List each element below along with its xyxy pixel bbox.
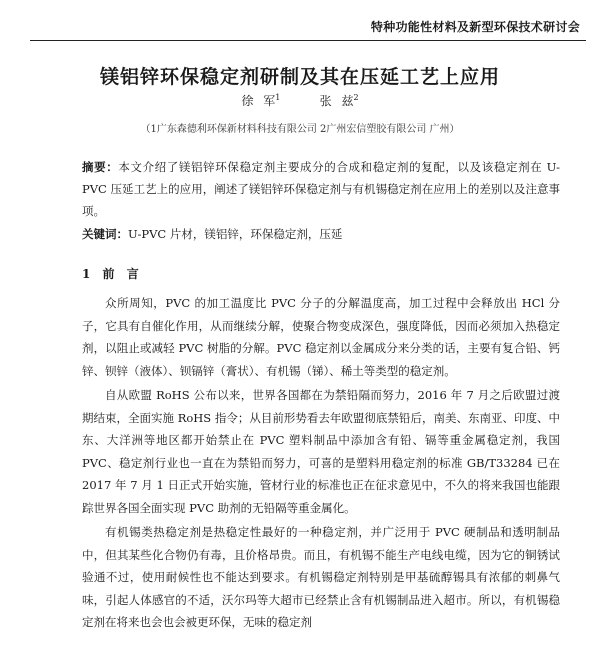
author-affil-mark: 2 bbox=[353, 93, 359, 102]
abstract bbox=[82, 156, 560, 222]
body-text bbox=[82, 292, 560, 636]
abstract-text: 本文介绍了镁铝锌环保稳定剂主要成分的合成和稳定剂的复配，以及该稳定剂在 U-PVC 压延工艺上的应用，阐述了镁铝锌环保稳定剂与有机锡稳定剂在应用上的差别以及注意事项。 bbox=[82, 160, 560, 218]
affiliations: （1广东森德利环保新材料科技有限公司 2广州宏信塑胶有限公司 广州） bbox=[140, 124, 460, 135]
author-name: 徐 军 bbox=[241, 94, 276, 108]
running-head: 特种功能性材料及新型环保技术研讨会 bbox=[370, 20, 580, 34]
paragraph: 众所周知，PVC 的加工温度比 PVC 分子的分解温度高，加工过程中会释放出 HCl 分子，它具有自催化作用，从而继续分解，使聚合物变成深色，强度降低，因而必须加入热稳定剂，以阻止或减轻 PVC 树脂的分解。PVC 稳定剂以金属成分来分类的话，主要有复合铅、钙锌、钡锌（液体）、钡镉锌（膏状）、有机锡（锑）、稀土等类型的稳定剂。 bbox=[82, 296, 560, 378]
keywords-label: 关键词： bbox=[82, 227, 128, 241]
author-affil-mark: 1 bbox=[275, 93, 281, 102]
abstract-label: 摘要： bbox=[82, 160, 119, 174]
paragraph: 自从欧盟 RoHS 公布以来，世界各国都在为禁铅隔而努力，2016 年 7 月之后欧盟过渡期结束，全面实施 RoHS 指令；从目前形势看去年欧盟彻底禁铅后，南美、东南亚、印度、中东、大洋洲等地区都开始禁止在 PVC 塑料制品中添加含有铅、镉等重金属稳定剂，我国 PVC、稳定剂行业也一直在为禁铅而努力，可喜的是塑料用稳定剂的标准 GB/T33284 已在 2017 年 7 月 1 日正式开始实施，管材行业的标准也正在征求意见中，不久的将来我国也能跟踪世界各国全面实现 PVC 助剂的无铅隔等重金属化。 bbox=[82, 388, 560, 515]
paragraph: 有机锡类热稳定剂是热稳定性最好的一种稳定剂，并广泛用于 PVC 硬制品和透明制品中，但其某些化合物仍有毒，且价格昂贵。而且，有机锡不能生产电线电缆，因为它的铜锈试验通不过，使用耐候性也不能达到要求。有机锡稳定剂特别是甲基硫醇锡具有浓郁的刺鼻气味，引起人体感官的不适，沃尔玛等大超市已经禁止含有机锡制品进入超市。所以，有机锡稳定剂在将来也会也会被更环保，无味的稳定剂 bbox=[82, 525, 560, 629]
section-heading: 1 前 言 bbox=[82, 267, 139, 281]
keywords-text: U-PVC 片材，镁铝锌，环保稳定剂，压延 bbox=[128, 227, 343, 241]
author-line bbox=[0, 92, 600, 109]
paper-title: 镁铝锌环保稳定剂研制及其在压延工艺上应用 bbox=[99, 66, 500, 88]
keywords bbox=[82, 224, 560, 244]
author-name: 张 兹 bbox=[319, 94, 354, 108]
header-rule bbox=[30, 40, 586, 41]
